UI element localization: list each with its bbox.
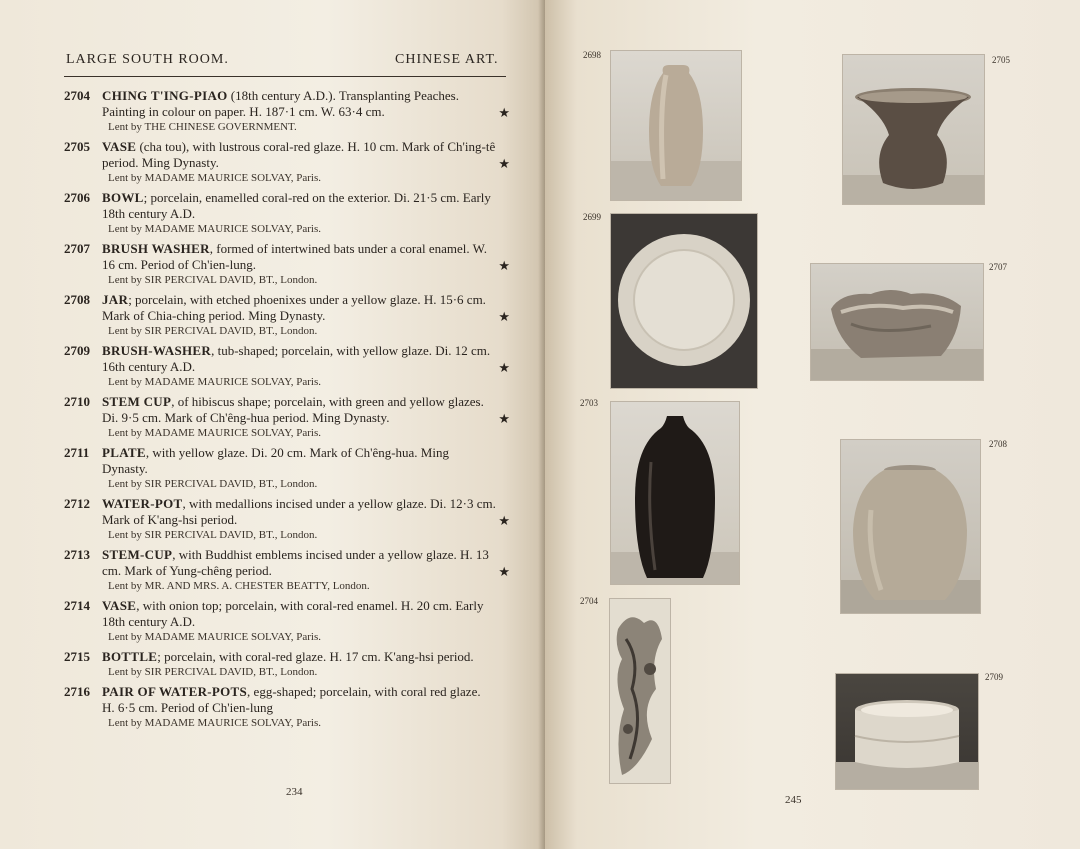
entry-title: BOTTLE xyxy=(102,649,158,664)
entry-number: 2706 xyxy=(64,190,90,205)
entry-title: CHING T'ING-PIAO xyxy=(102,88,228,103)
entry-text: , egg-shaped; porcelain, with coral red glaze. H. 6·5 cm. Period of Ch'ien-lung xyxy=(102,684,481,715)
catalogue-entry xyxy=(64,684,510,730)
catalogue-entry xyxy=(64,496,510,542)
entry-lender: Lent by MADAME MAURICE SOLVAY, Paris. xyxy=(108,427,322,439)
page-number-left: 234 xyxy=(286,786,303,798)
entry-title: STEM CUP xyxy=(102,394,172,409)
entry-description xyxy=(102,241,510,273)
entry-description xyxy=(102,496,510,528)
catalogue-entry xyxy=(64,343,510,389)
entry-text: ; porcelain, with coral-red glaze. H. 17 cm. K'ang-hsi period. xyxy=(157,649,474,664)
entry-title: PAIR OF WATER-POTS xyxy=(102,684,248,699)
entry-number: 2710 xyxy=(64,394,90,409)
entry-description xyxy=(102,684,510,716)
star-icon: ★ xyxy=(498,258,510,273)
entry-title: BRUSH WASHER xyxy=(102,241,210,256)
entry-text: (cha tou), with lustrous coral-red glaze. H. 10 cm. Mark of Ch'ing-tê period. Ming Dynasty. xyxy=(102,139,496,170)
entry-lender: Lent by MADAME MAURICE SOLVAY, Paris. xyxy=(108,376,322,388)
star-icon: ★ xyxy=(498,513,510,528)
star-icon: ★ xyxy=(498,360,510,375)
photo-label-2709: 2709 xyxy=(985,672,1003,682)
entry-title: PLATE xyxy=(102,445,146,460)
entry-lender: Lent by SIR PERCIVAL DAVID, BT., London. xyxy=(108,274,318,286)
photo-label-2708: 2708 xyxy=(989,439,1007,449)
photo-label-2703: 2703 xyxy=(580,398,598,408)
entry-number: 2713 xyxy=(64,547,90,562)
photo-2707-brush-washer xyxy=(810,263,984,381)
photo-2705-zhadou xyxy=(842,54,985,205)
entry-lender: Lent by SIR PERCIVAL DAVID, BT., London. xyxy=(108,325,318,337)
entry-lender: Lent by MADAME MAURICE SOLVAY, Paris. xyxy=(108,223,322,235)
entry-description xyxy=(102,598,510,630)
catalogue-entry xyxy=(64,241,510,287)
photo-label-2698: 2698 xyxy=(583,50,601,60)
right-page xyxy=(545,0,1080,849)
entry-text: , tub-shaped; porcelain, with yellow glaze. Di. 12 cm. 16th century A.D. xyxy=(102,343,491,374)
entry-description xyxy=(102,190,510,222)
photo-2708-jar xyxy=(840,439,981,614)
entry-text: , formed of intertwined bats under a coral enamel. W. 16 cm. Period of Ch'ien-lung. xyxy=(102,241,488,272)
star-icon: ★ xyxy=(498,564,510,579)
entry-text: , with medallions incised under a yellow glaze. Di. 12·3 cm. Mark of K'ang-hsi period. xyxy=(102,496,496,527)
entry-number: 2708 xyxy=(64,292,90,307)
running-head-right: CHINESE ART. xyxy=(395,52,499,67)
entry-text: (18th century A.D.). Transplanting Peaches. Painting in colour on paper. H. 187·1 cm. W. 63·4 cm. xyxy=(102,88,459,119)
catalogue-entry xyxy=(64,598,510,644)
entry-lender: Lent by SIR PERCIVAL DAVID, BT., London. xyxy=(108,666,318,678)
entry-description xyxy=(102,139,510,171)
star-icon: ★ xyxy=(498,105,510,120)
catalogue-entry xyxy=(64,547,510,593)
catalogue-entry xyxy=(64,649,510,679)
entry-text: ; porcelain, enamelled coral-red on the exterior. Di. 21·5 cm. Early 18th century A.D. xyxy=(102,190,491,221)
catalogue-entry xyxy=(64,88,510,134)
entry-number: 2709 xyxy=(64,343,90,358)
page-number-right: 245 xyxy=(785,794,802,806)
entry-number: 2712 xyxy=(64,496,90,511)
entry-description xyxy=(102,394,510,426)
catalogue-entry xyxy=(64,394,510,440)
entry-lender: Lent by MR. AND MRS. A. CHESTER BEATTY, London. xyxy=(108,580,370,592)
catalogue-entries xyxy=(64,88,510,735)
catalogue-entry xyxy=(64,190,510,236)
star-icon: ★ xyxy=(498,309,510,324)
entry-description xyxy=(102,547,510,579)
entry-title: BRUSH-WASHER xyxy=(102,343,212,358)
entry-number: 2711 xyxy=(64,445,90,460)
entry-description xyxy=(102,649,510,665)
entry-description xyxy=(102,88,510,120)
catalogue-entry xyxy=(64,445,510,491)
entry-text: , of hibiscus shape; porcelain, with green and yellow glazes. Di. 9·5 cm. Mark of Ch'êng-hua period. Ming Dynasty. xyxy=(102,394,484,425)
header-rule xyxy=(64,76,506,77)
entry-description xyxy=(102,292,510,324)
entry-number: 2704 xyxy=(64,88,90,103)
photo-2699-plate xyxy=(610,213,758,389)
star-icon: ★ xyxy=(498,156,510,171)
entry-title: WATER-POT xyxy=(102,496,183,511)
entry-lender: Lent by SIR PERCIVAL DAVID, BT., London. xyxy=(108,529,318,541)
photo-label-2699: 2699 xyxy=(583,212,601,222)
entry-title: JAR xyxy=(102,292,129,307)
entry-text: ; porcelain, with etched phoenixes under a yellow glaze. H. 15·6 cm. Mark of Chia-ching period. Ming Dynasty. xyxy=(102,292,486,323)
catalogue-entry xyxy=(64,292,510,338)
entry-number: 2705 xyxy=(64,139,90,154)
photo-2698-vase xyxy=(610,50,742,201)
photo-label-2707: 2707 xyxy=(989,262,1007,272)
photo-2703-dark-vase xyxy=(610,401,740,585)
photo-label-2705: 2705 xyxy=(992,55,1010,65)
star-icon: ★ xyxy=(498,411,510,426)
entry-text: , with yellow glaze. Di. 20 cm. Mark of Ch'êng-hua. Ming Dynasty. xyxy=(102,445,449,476)
entry-number: 2715 xyxy=(64,649,90,664)
entry-description xyxy=(102,343,510,375)
entry-number: 2716 xyxy=(64,684,90,699)
entry-text: , with onion top; porcelain, with coral-red enamel. H. 20 cm. Early 18th century A.D. xyxy=(102,598,484,629)
entry-number: 2707 xyxy=(64,241,90,256)
entry-lender: Lent by MADAME MAURICE SOLVAY, Paris. xyxy=(108,172,322,184)
entry-lender: Lent by SIR PERCIVAL DAVID, BT., London. xyxy=(108,478,318,490)
entry-title: BOWL xyxy=(102,190,144,205)
entry-description xyxy=(102,445,510,477)
catalogue-entry xyxy=(64,139,510,185)
entry-lender: Lent by THE CHINESE GOVERNMENT. xyxy=(108,121,297,133)
entry-text: , with Buddhist emblems incised under a yellow glaze. H. 13 cm. Mark of Yung-chêng period. xyxy=(102,547,489,578)
photo-label-2704: 2704 xyxy=(580,596,598,606)
photo-2709-tub-washer xyxy=(835,673,979,790)
entry-title: VASE xyxy=(102,598,137,613)
running-head-left: LARGE SOUTH ROOM. xyxy=(66,52,229,67)
entry-title: STEM-CUP xyxy=(102,547,173,562)
entry-lender: Lent by MADAME MAURICE SOLVAY, Paris. xyxy=(108,717,322,729)
entry-title: VASE xyxy=(102,139,137,154)
entry-lender: Lent by MADAME MAURICE SOLVAY, Paris. xyxy=(108,631,322,643)
photo-2704-painting xyxy=(609,598,671,784)
entry-number: 2714 xyxy=(64,598,90,613)
